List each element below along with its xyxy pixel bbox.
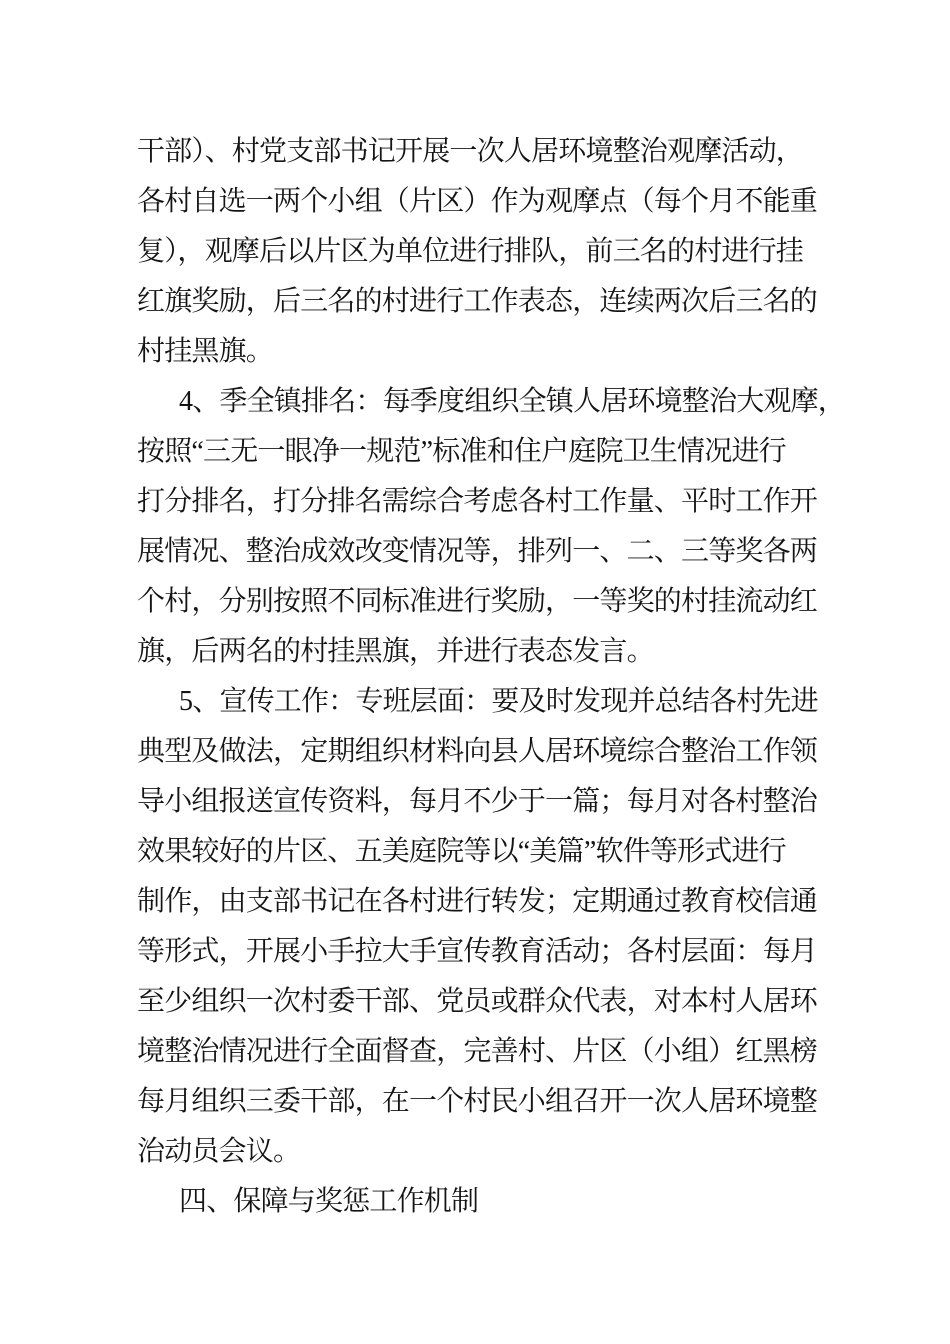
- text-line: 治动员会议。: [137, 1136, 301, 1167]
- paragraph-4-quarterly-ranking: [137, 377, 846, 677]
- text-line: 每月组织三委干部，在一个村民小组召开一次人居环境整: [137, 1086, 818, 1117]
- text-line: 复），观摩后以片区为单位进行排队，前三名的村进行挂: [137, 236, 804, 267]
- text-line: 导小组报送宣传资料，每月不少于一篇；每月对各村整治: [137, 786, 818, 817]
- text-line: 按照“三无一眼净一规范”标准和住户庭院卫生情况进行: [137, 436, 786, 467]
- text-line: 个村，分别按照不同标准进行奖励，一等奖的村挂流动红: [137, 586, 818, 617]
- text-line: 至少组织一次村委干部、党员或群众代表，对本村人居环: [137, 986, 818, 1017]
- text-line: 村挂黑旗。: [137, 336, 274, 367]
- text-line: 打分排名，打分排名需综合考虑各村工作量、平时工作开: [137, 486, 818, 517]
- text-line: 各村自选一两个小组（片区）作为观摩点（每个月不能重: [137, 186, 818, 217]
- text-line: 典型及做法，定期组织材料向县人居环境综合整治工作领: [137, 736, 818, 767]
- text-line: 制作，由支部书记在各村进行转发；定期通过教育校信通: [137, 886, 818, 917]
- text-line: 境整治情况进行全面督查，完善村、片区（小组）红黑榜: [137, 1036, 818, 1067]
- text-line: 干部）、村党支部书记开展一次人居环境整治观摩活动，: [137, 136, 804, 167]
- text-line: 四、保障与奖惩工作机制: [179, 1186, 479, 1217]
- text-line: 旗，后两名的村挂黑旗，并进行表态发言。: [137, 636, 654, 667]
- document-content: [137, 127, 846, 1227]
- paragraph-5-publicity-work: [137, 677, 837, 1177]
- text-line: 红旗奖励，后三名的村进行工作表态，连续两次后三名的: [137, 286, 818, 317]
- text-line: 等形式，开展小手拉大手宣传教育活动；各村层面：每月: [137, 936, 818, 967]
- text-line: 效果较好的片区、五美庭院等以“美篇”软件等形式进行: [137, 836, 786, 867]
- heading-section-4-guarantee-reward-punishment: [137, 1177, 837, 1227]
- text-line: 5、宣传工作：专班层面：要及时发现并总结各村先进: [179, 686, 818, 717]
- text-line: 展情况、整治成效改变情况等，排列一、二、三等奖各两: [137, 536, 818, 567]
- text-line: 4、季全镇排名：每季度组织全镇人居环境整治大观摩，: [179, 386, 846, 417]
- paragraph-monthly-observation-continued: [137, 127, 837, 377]
